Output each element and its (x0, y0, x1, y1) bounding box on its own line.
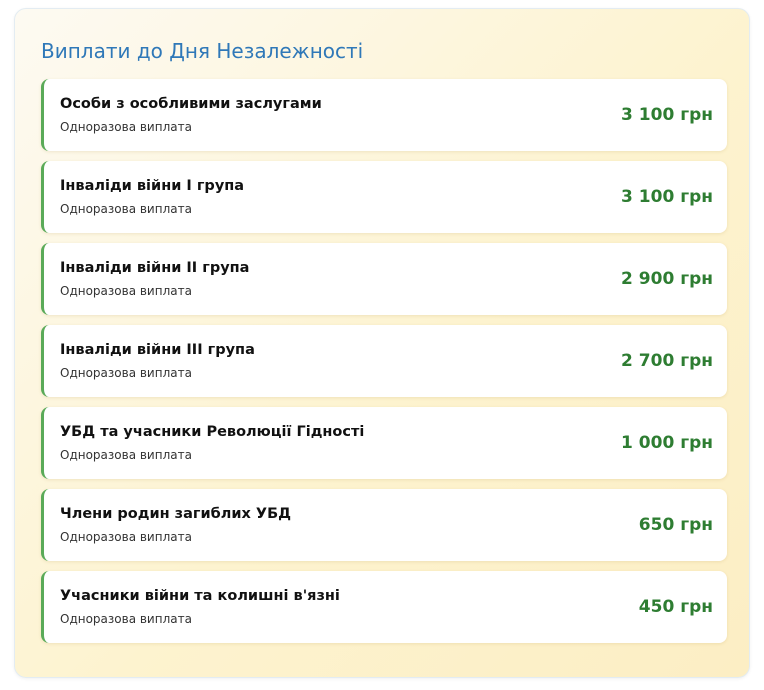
payment-amount: 3 100 грн (621, 105, 713, 125)
payment-type: Одноразова виплата (60, 448, 192, 462)
payment-category: Члени родин загиблих УБД (60, 506, 292, 522)
payment-amount: 1 000 грн (621, 433, 713, 453)
payment-type: Одноразова виплата (60, 284, 192, 298)
payment-amount: 3 100 грн (621, 187, 713, 207)
payment-card (41, 325, 727, 397)
payment-category: Учасники війни та колишні в'язні (60, 588, 340, 604)
payment-card (41, 79, 727, 151)
payment-amount: 2 700 грн (621, 351, 713, 371)
payment-amount: 650 грн (638, 515, 713, 535)
panel-title: Виплати до Дня Незалежності (41, 39, 364, 63)
payment-category: Інваліди війни III група (60, 342, 255, 358)
payment-category: УБД та учасники Революції Гідності (60, 424, 365, 440)
payment-card (41, 571, 727, 643)
payment-type: Одноразова виплата (60, 612, 192, 626)
payments-panel (14, 8, 750, 678)
payment-card (41, 489, 727, 561)
payment-amount: 2 900 грн (621, 269, 713, 289)
payments-list (41, 79, 727, 653)
payment-category: Інваліди війни I група (60, 178, 245, 194)
payment-type: Одноразова виплата (60, 530, 192, 544)
payment-amount: 450 грн (638, 597, 713, 617)
payment-card (41, 407, 727, 479)
payment-card (41, 243, 727, 315)
payment-type: Одноразова виплата (60, 366, 192, 380)
payment-type: Одноразова виплата (60, 120, 192, 134)
payment-category: Інваліди війни II група (60, 260, 250, 276)
payment-type: Одноразова виплата (60, 202, 192, 216)
payment-card (41, 161, 727, 233)
payment-category: Особи з особливими заслугами (60, 96, 322, 112)
